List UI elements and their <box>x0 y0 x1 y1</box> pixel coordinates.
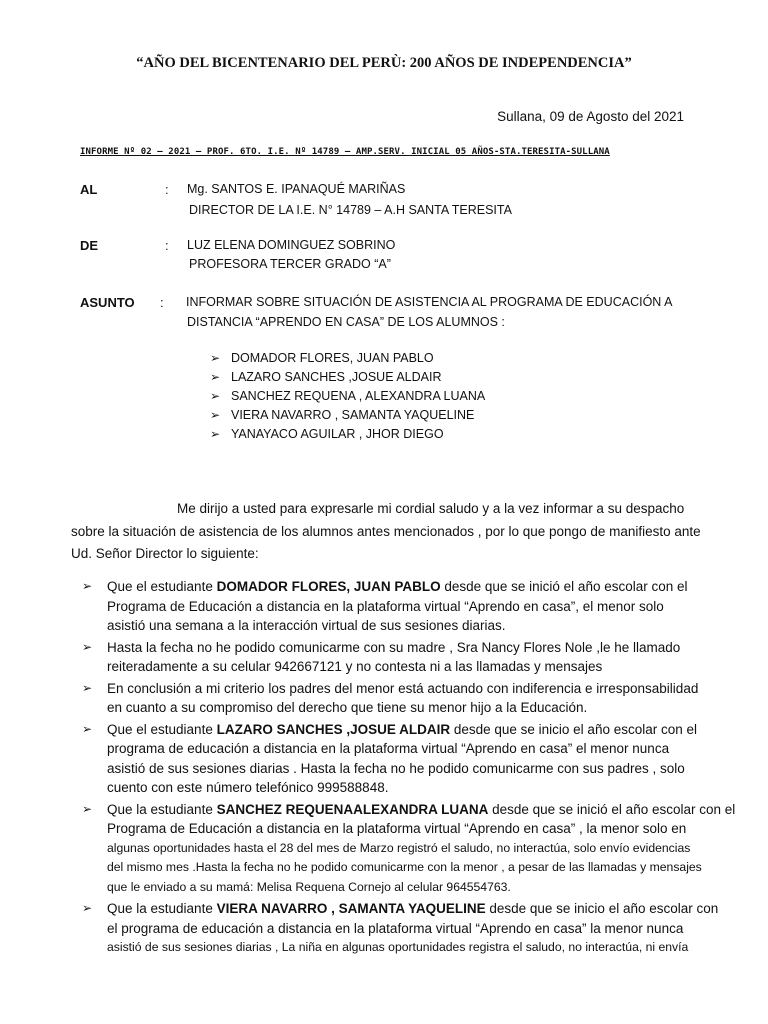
findings-list <box>80 577 736 960</box>
document-date: Sullana, 09 de Agosto del 2021 <box>497 109 684 124</box>
finding-item: ➢ Que el estudiante DOMADOR FLORES, JUAN PABLO desde que se inició el año escolar con el Programa de Educación a distancia en la plataforma virtual “Aprendo en casa”, el menor solo asistió una semana a la interacción virtual de sus sesiones diarias. <box>82 579 688 633</box>
arrow-bullet-icon: ➢ <box>82 579 93 593</box>
intro-line-2: sobre la situación de asistencia de los alumnos antes mencionados , por lo que pongo de manifiesto ante <box>71 524 701 539</box>
header-asunto-line1: INFORMAR SOBRE SITUACIÓN DE ASISTENCIA AL PROGRAMA DE EDUCACIÓN A <box>186 295 673 309</box>
header-de-role: PROFESORA TERCER GRADO “A” <box>189 257 391 271</box>
arrow-bullet-icon: ➢ <box>210 351 221 365</box>
arrow-bullet-icon: ➢ <box>82 639 93 654</box>
arrow-bullet-icon: ➢ <box>210 370 221 384</box>
header-de-colon: : <box>165 238 169 253</box>
finding-item: ➢ Hasta la fecha no he podido comunicarme con su madre , Sra Nancy Flores Nole ,le he llamado reiteradamente a su celular 942667121 y no contesta ni a las llamadas y mensajes <box>82 639 681 674</box>
student-name: VIERA NAVARRO , SAMANTA YAQUELINE <box>216 901 486 916</box>
arrow-bullet-icon: ➢ <box>82 901 93 915</box>
header-al-role: DIRECTOR DE LA I.E. N° 14789 – A.H SANTA TERESITA <box>189 203 512 217</box>
student-name: DOMADOR FLORES, JUAN PABLO <box>216 579 441 594</box>
intro-line-1: Me dirijo a usted para expresarle mi cordial saludo y a la vez informar a su despacho <box>177 501 685 516</box>
arrow-bullet-icon: ➢ <box>82 680 93 695</box>
intro-line-3: Ud. Señor Director lo siguiente: <box>71 546 259 561</box>
student-name: SANCHEZ REQUENAALEXANDRA LUANA <box>216 801 489 817</box>
arrow-bullet-icon: ➢ <box>82 801 93 816</box>
student-list-item: YANAYACO AGUILAR , JHOR DIEGO <box>231 427 444 441</box>
document-title: “AÑO DEL BICENTENARIO DEL PERÙ: 200 AÑOS DE INDEPENDENCIA” <box>136 55 632 71</box>
header-asunto-line2: DISTANCIA “APRENDO EN CASA” DE LOS ALUMNOS : <box>187 315 505 329</box>
arrow-bullet-icon: ➢ <box>210 389 221 403</box>
arrow-bullet-icon: ➢ <box>210 408 221 422</box>
header-de-label: DE <box>80 238 99 253</box>
arrow-bullet-icon: ➢ <box>210 427 221 441</box>
student-list-item: LAZARO SANCHES ,JOSUE ALDAIR <box>231 370 442 384</box>
header-asunto-label: ASUNTO <box>80 295 135 310</box>
student-list-item: VIERA NAVARRO , SAMANTA YAQUELINE <box>231 408 475 422</box>
finding-item: ➢ En conclusión a mi criterio los padres del menor está actuando con indiferencia e irresponsabilidad en cuanto a su compromiso del derecho que tiene su menor hijo a la Educación. <box>82 680 699 715</box>
header-de-name: LUZ ELENA DOMINGUEZ SOBRINO <box>187 238 396 252</box>
header-al-colon: : <box>165 182 169 197</box>
student-list-item: SANCHEZ REQUENA , ALEXANDRA LUANA <box>231 389 486 403</box>
header-asunto-colon: : <box>160 295 164 310</box>
student-name: LAZARO SANCHES ,JOSUE ALDAIR <box>216 721 451 737</box>
header-al-name: Mg. SANTOS E. IPANAQUÉ MARIÑAS <box>187 182 406 196</box>
finding-item: ➢ Que el estudiante LAZARO SANCHES ,JOSUE ALDAIR desde que se inicio el año escolar con el programa de educación a distancia en la plataforma virtual “Aprendo en casa” el menor nunca asistió de sus sesiones diarias . Hasta la fecha no he podido comunicarme con sus padres , solo cuento con este número telefónico 999588848. <box>82 721 698 795</box>
arrow-bullet-icon: ➢ <box>82 721 93 736</box>
student-list-item: DOMADOR FLORES, JUAN PABLO <box>231 351 434 365</box>
finding-item: ➢ Que la estudiante VIERA NAVARRO , SAMANTA YAQUELINE desde que se inicio el año escolar con el programa de educación a distancia en la plataforma virtual “Aprendo en casa” la menor nunca asistió de sus sesiones diarias , La niña en algunas oportunidades registra el saludo, no interactúa, ni envía <box>82 901 719 954</box>
header-al-label: AL <box>80 182 98 197</box>
report-reference: INFORME Nº 02 – 2021 – PROF. 6TO. I.E. Nº 14789 – AMP.SERV. INICIAL 05 AÑOS-STA.TERESITA-SULLANA <box>80 147 610 157</box>
finding-item: ➢ Que la estudiante SANCHEZ REQUENAALEXANDRA LUANA desde que se inició el año escolar con el Programa de Educación a distancia en la plataforma virtual “Aprendo en casa” , la menor solo en algunas oportunidades hasta el 28 del mes de Marzo registró el saludo, no interactúa, solo envío evidencias del mismo mes .Hasta la fecha no he podido comunicarme con la menor , a pesar de las llamadas y mensajes que le enviado a su mamá: Melisa Requena Cornejo al celular 964554763. <box>82 801 736 894</box>
